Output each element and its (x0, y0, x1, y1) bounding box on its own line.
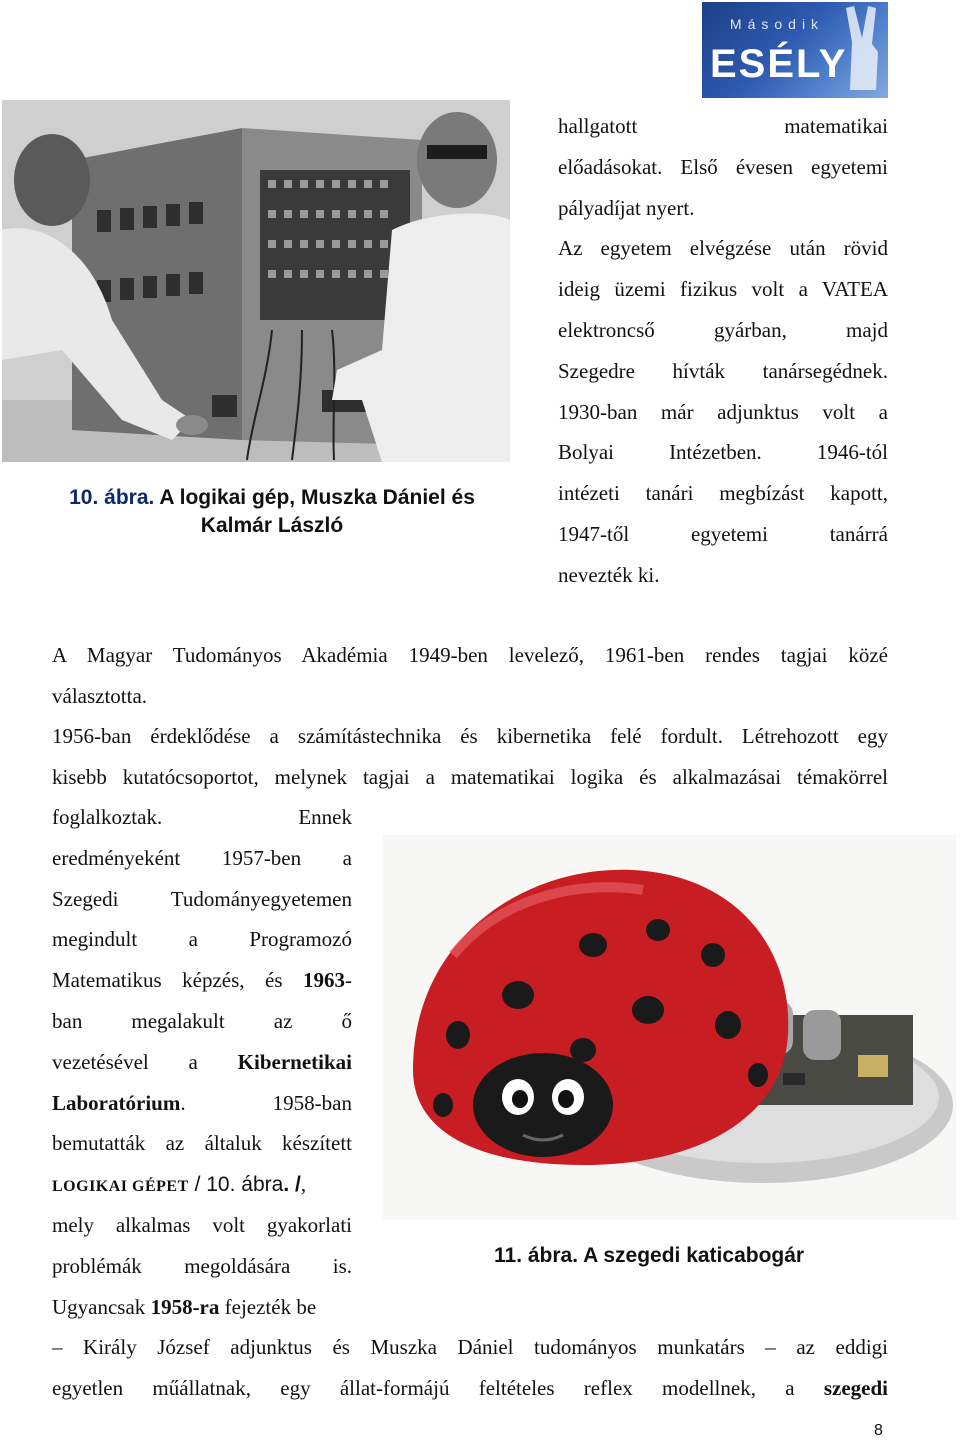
figure-11-caption: 11. ábra. A szegedi katicabogár (494, 1244, 805, 1267)
text-span: / 10. ábra (188, 1173, 284, 1197)
text-line: elektroncső gyárban, majd (558, 317, 888, 342)
text-span: Ugyancsak (52, 1294, 151, 1319)
figure-10-caption (2, 484, 542, 540)
text-line: ban megalakult az ő (52, 1008, 352, 1033)
figure-10-photo-logic-machine (2, 100, 510, 462)
bold-year: 1958-ra (150, 1294, 220, 1319)
bold-term: szegedi (823, 1375, 888, 1400)
logo-top-text: Második (729, 16, 825, 32)
logo-main-text: ESÉLY (710, 42, 848, 86)
figure-11-photo-ladybug (383, 835, 956, 1220)
text-line: előadásokat. Első évesen egyetemi (558, 154, 888, 179)
bold-term: Laboratórium (52, 1090, 181, 1115)
text-line: Bolyai Intézetben. 1946-tól (558, 440, 888, 465)
bold-term: Kibernetikai (237, 1049, 352, 1074)
text-line: eredményeként 1957-ben a (52, 845, 352, 870)
text-line: – Király József adjunktus és Muszka Dániel tudományos munkatárs – az eddigi (52, 1335, 888, 1359)
masodik-esely-logo (702, 2, 888, 98)
victory-hand-icon (838, 2, 888, 98)
figure-10-caption-lead: 10. ábra. (69, 486, 155, 509)
figure-10-caption-text: A logikai gép, Muszka Dániel és (154, 486, 475, 509)
text-line (52, 1164, 352, 1205)
text-line: A Magyar Tudományos Akadémia 1949-ben levelező, 1961-ben rendes tagjai közé (52, 643, 888, 667)
text-line (52, 1083, 352, 1124)
text-span: vezetésével a (52, 1049, 238, 1074)
text-line: megindult a Programozó (52, 927, 352, 952)
text-span: - (345, 968, 352, 993)
text-line (52, 1368, 888, 1409)
paragraph-academy (52, 635, 888, 717)
text-line: foglalkoztak. Ennek (52, 805, 352, 829)
text-line: bemutatták az általuk készített (52, 1131, 352, 1156)
figure-10-caption-line2: Kalmár László (200, 514, 344, 537)
text-line (52, 1042, 352, 1083)
text-line: 1947-től egyetemi tanárrá (558, 521, 888, 546)
page-number: 8 (874, 1422, 883, 1439)
text-line (52, 960, 352, 1001)
text-line (52, 1287, 352, 1328)
text-span: , (300, 1172, 307, 1197)
bold-year: 1963 (303, 968, 345, 993)
paragraph-research-group (52, 716, 888, 798)
text-span: Matematikus képzés, és (52, 968, 303, 993)
left-column-text (52, 797, 352, 1327)
text-span: . 1958-ban (180, 1090, 352, 1115)
text-line: 1930-ban már adjunktus volt a (558, 399, 888, 424)
text-line: választotta. (52, 683, 148, 708)
text-line: Szegedre hívták tanársegédnek. (558, 358, 888, 383)
text-line: intézeti tanári megbízást kapott, (558, 481, 888, 506)
text-span: egyetlen műállatnak, egy állat-formájú feltételes reflex modellnek, a (52, 1375, 824, 1400)
text-span: . / (283, 1173, 301, 1197)
paragraph-artificial-animal (52, 1327, 888, 1409)
small-caps-term: LOGIKAI GÉPET (52, 1178, 189, 1196)
text-line: hallgatott matematikai (558, 114, 888, 138)
text-line: nevezték ki. (558, 562, 660, 587)
right-column-text (558, 106, 888, 596)
text-line: pályadíjat nyert. (558, 195, 695, 220)
text-line: 1956-ban érdeklődése a számítástechnika és kibernetika felé fordult. Létrehozott egy (52, 724, 888, 748)
text-line: mely alkalmas volt gyakorlati (52, 1212, 352, 1237)
text-line: kisebb kutatócsoportot, melynek tagjai a matematikai logika és alkalmazásai témakörrel (52, 764, 888, 789)
text-span: fejezték be (219, 1294, 317, 1319)
text-line: Szegedi Tudományegyetemen (52, 886, 352, 911)
text-line: ideig üzemi fizikus volt a VATEA (558, 277, 888, 302)
text-line: Az egyetem elvégzése után rövid (558, 236, 888, 261)
text-line: problémák megoldására is. (52, 1253, 352, 1278)
